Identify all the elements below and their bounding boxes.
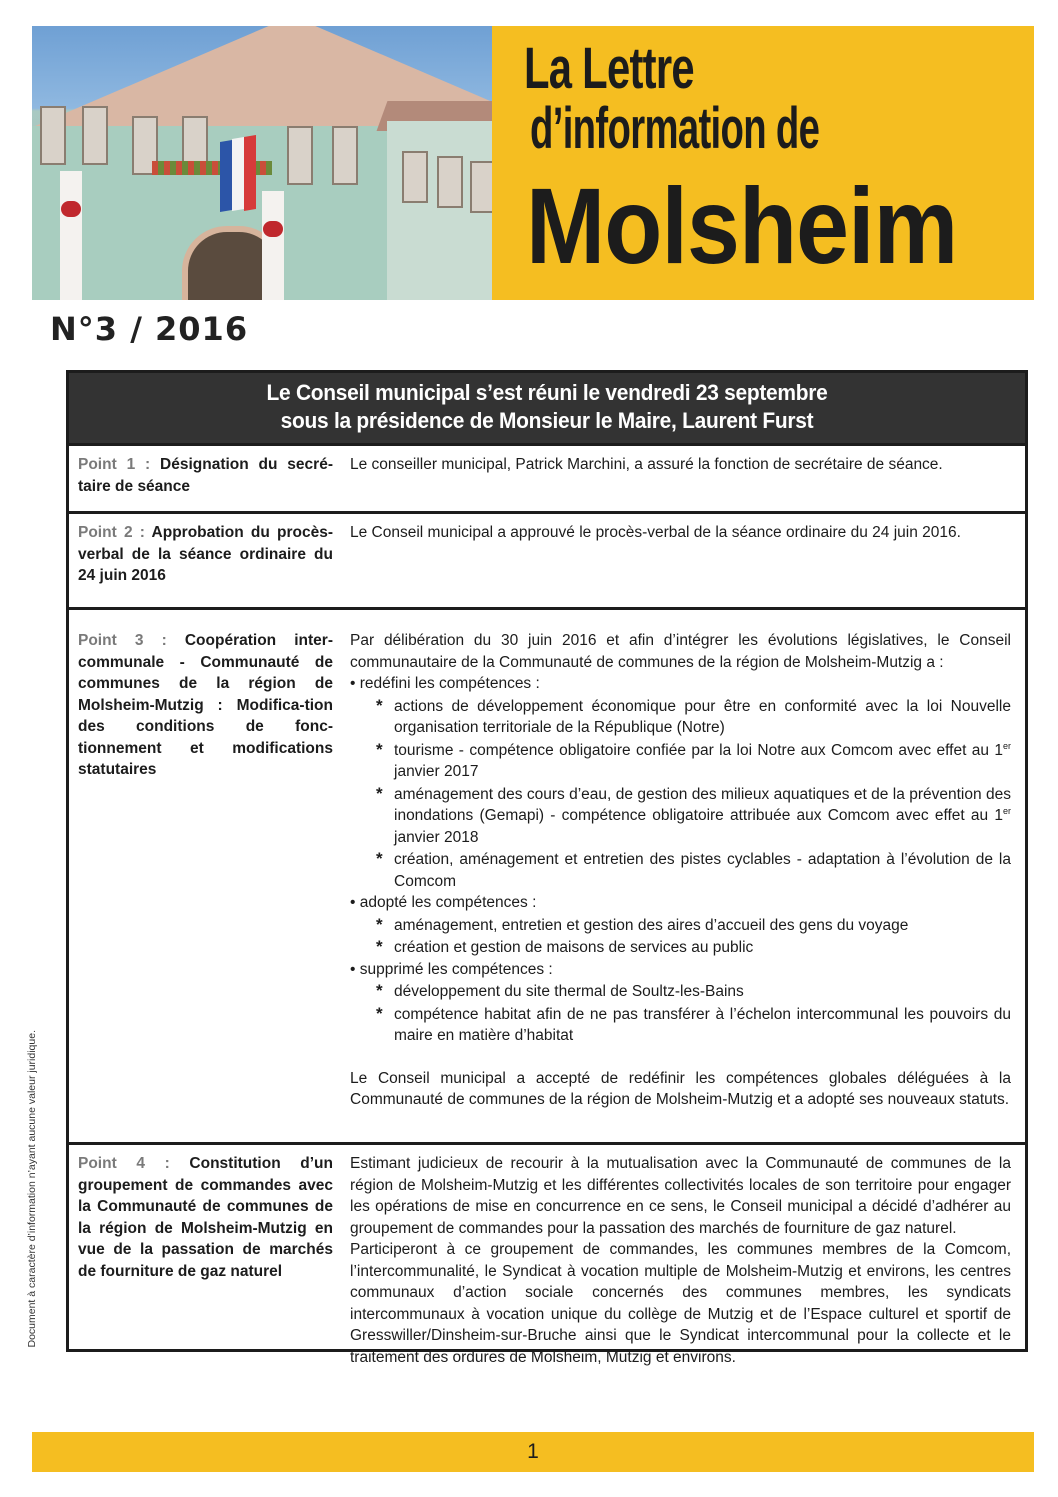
- point-text: [337, 446, 1025, 511]
- list-item: [350, 783, 1011, 849]
- masthead-title-line2: d’information de: [530, 96, 820, 161]
- point-title: Coopération inter-communale - Communauté de communes de la région de Molsheim-Mutzig : Modifica-tion des conditions de fonc-tionnement et modifications statutaires: [78, 632, 333, 778]
- point-paragraph: Estimant judicieux de recourir à la mutualisation avec la Communauté de communes de la région de Molsheim-Mutzig et les différentes collectivités locales de son territoire pour engager les opérations de mise en concurrence en ce sens, le Conseil municipal a décidé d’adhérer au groupement de commandes pour la passation des marchés de fourniture de gaz naturel.: [350, 1155, 1011, 1237]
- list-item: [350, 936, 1011, 959]
- group-bullet: • redéfini les compétences :: [350, 675, 540, 692]
- point-paragraph: Le Conseil municipal a approuvé le procès-verbal de la séance ordinaire du 24 juin 2016.: [350, 524, 961, 541]
- point-title: Constitution d’un groupement de commandes avec la Communauté de communes de la région de Molsheim-Mutzig en vue de la passation de marchés de fourniture de gaz naturel: [78, 1155, 333, 1280]
- legal-side-note-text: Document à caractère d’information n’ayant aucune valeur juridique.: [26, 1030, 38, 1348]
- superscript: er: [1002, 740, 1011, 751]
- photo-window: [40, 106, 66, 165]
- flag-icon: [244, 135, 256, 211]
- list-item-text-end: janvier 2017: [394, 763, 479, 780]
- town-hall-photo: [32, 26, 492, 300]
- list-item-text: compétence habitat afin de ne pas transférer à l’échelon intercommunal les pouvoirs du maire en matière d’habitat: [394, 1005, 1011, 1044]
- point-paragraph: Le conseiller municipal, Patrick Marchini, a assuré la fonction de secrétaire de séance.: [350, 456, 943, 473]
- point-number: Point 4 :: [78, 1155, 190, 1172]
- group-bullet: • supprimé les compétences :: [350, 960, 553, 978]
- competence-group-redefined: [350, 673, 1011, 892]
- point-text: [337, 514, 1025, 607]
- list-item-text: création et gestion de maisons de services au public: [394, 939, 754, 956]
- asterisk-icon: *: [376, 849, 383, 868]
- photo-window: [402, 151, 428, 203]
- list-item-text: aménagement des cours d’eau, de gestion des milieux aquatiques et de la prévention des inondations (Gemapi) - compétence obligatoire attribuée aux Comcom avec effet au 1: [394, 785, 1011, 824]
- point-number: Point 2 :: [78, 524, 152, 541]
- list-item-text: tourisme - compétence obligatoire confiée par la loi Notre aux Comcom avec effet au 1: [394, 741, 1003, 759]
- masthead-title-town: Molsheim: [526, 165, 958, 286]
- heading-line1: Le Conseil municipal s’est réuni le vendredi 23 septembre: [266, 380, 828, 405]
- asterisk-icon: *: [376, 695, 383, 715]
- point-title: Approbation du procès-verbal de la séance ordinaire du 24 juin 2016: [78, 524, 333, 584]
- list-item-text: création, aménagement et entretien des pistes cyclables - adaptation à l’évolution de la Comcom: [394, 851, 1011, 890]
- heading-line2: sous la présidence de Monsieur le Maire, Laurent Furst: [280, 408, 814, 433]
- point-conclusion: Le Conseil municipal a accepté de redéfinir les compétences globales déléguées à la Communauté de communes de la région de Molsheim-Mutzig et a adopté ses nouveaux statuts.: [350, 1069, 1011, 1108]
- asterisk-icon: *: [376, 783, 383, 803]
- competence-group-adopted: [350, 892, 1011, 959]
- superscript: er: [1002, 805, 1011, 816]
- point-intro: Par délibération du 30 juin 2016 et afin d’intégrer les évolutions législatives, le Conseil communautaire de la Communauté de communes de la région de Molsheim-Mutzig a :: [350, 632, 1011, 671]
- point-label: [69, 446, 337, 511]
- page-number: 1: [527, 1440, 539, 1463]
- point-title: Désignation du secré-taire de séance: [78, 456, 333, 495]
- photo-window: [332, 126, 358, 185]
- list-item-text-end: janvier 2018: [394, 828, 479, 846]
- table-row-point-3: [69, 610, 1025, 1145]
- asterisk-icon: *: [376, 1003, 383, 1023]
- issue-number: N°3 / 2016: [50, 310, 249, 348]
- photo-window: [470, 161, 492, 213]
- table-row-point-1: [69, 446, 1025, 514]
- bugatti-banner: [262, 191, 284, 300]
- flag-icon: [220, 140, 232, 212]
- point-number: Point 3 :: [78, 632, 185, 649]
- photo-window: [82, 106, 108, 165]
- point-label: [69, 622, 337, 1142]
- list-item: [350, 695, 1011, 739]
- flag-icon: [232, 137, 244, 211]
- point-text: [337, 622, 1025, 1142]
- spacer: [350, 1047, 1011, 1068]
- photo-window: [287, 126, 313, 185]
- masthead-title-line1: La Lettre: [524, 36, 694, 101]
- asterisk-icon: *: [376, 914, 383, 934]
- bugatti-banner: [60, 171, 82, 300]
- list-item: [350, 1003, 1011, 1047]
- list-item: [350, 739, 1011, 783]
- list-item: [350, 980, 1011, 1003]
- table-row-point-4: [69, 1145, 1025, 1366]
- list-item-text: aménagement, entretien et gestion des aires d’accueil des gens du voyage: [394, 916, 909, 934]
- point-label: [69, 514, 337, 607]
- list-item: [350, 914, 1011, 937]
- list-item-text: actions de développement économique pour être en conformité avec la loi Nouvelle organisation territoriale de la République (Notre): [394, 697, 1011, 736]
- page-footer: [32, 1432, 1034, 1472]
- group-bullet: • adopté les compétences :: [350, 894, 537, 911]
- table-heading: [69, 373, 1025, 446]
- point-number: Point 1 :: [78, 456, 161, 473]
- table-row-point-2: [69, 514, 1025, 610]
- point-label: [69, 1145, 337, 1349]
- asterisk-icon: *: [376, 981, 383, 1000]
- council-minutes-table: [66, 370, 1028, 1366]
- point-text: [337, 1145, 1025, 1366]
- asterisk-icon: *: [376, 937, 383, 956]
- list-item-text: développement du site thermal de Soultz-les-Bains: [394, 983, 744, 1000]
- asterisk-icon: *: [376, 739, 383, 759]
- competence-group-removed: [350, 959, 1011, 1047]
- point-paragraph: Participeront à ce groupement de commandes, les communes membres de la Comcom, l’intercommunalité, le Syndicat à vocation multiple de Molsheim-Mutzig et environs, les centres communaux d’action sociale concernés des communes membres, les syndicats intercommunaux à vocation unique du collège de Mutzig et de l’Espace culturel et sportif de Gresswiller/Dinsheim-sur-Bruche ainsi que le Syndicat intercommunal pour la collecte et le traitement des ordures de Molsheim, Mutzig et environs.: [350, 1241, 1011, 1366]
- list-item: [350, 848, 1011, 892]
- photo-window: [437, 156, 463, 208]
